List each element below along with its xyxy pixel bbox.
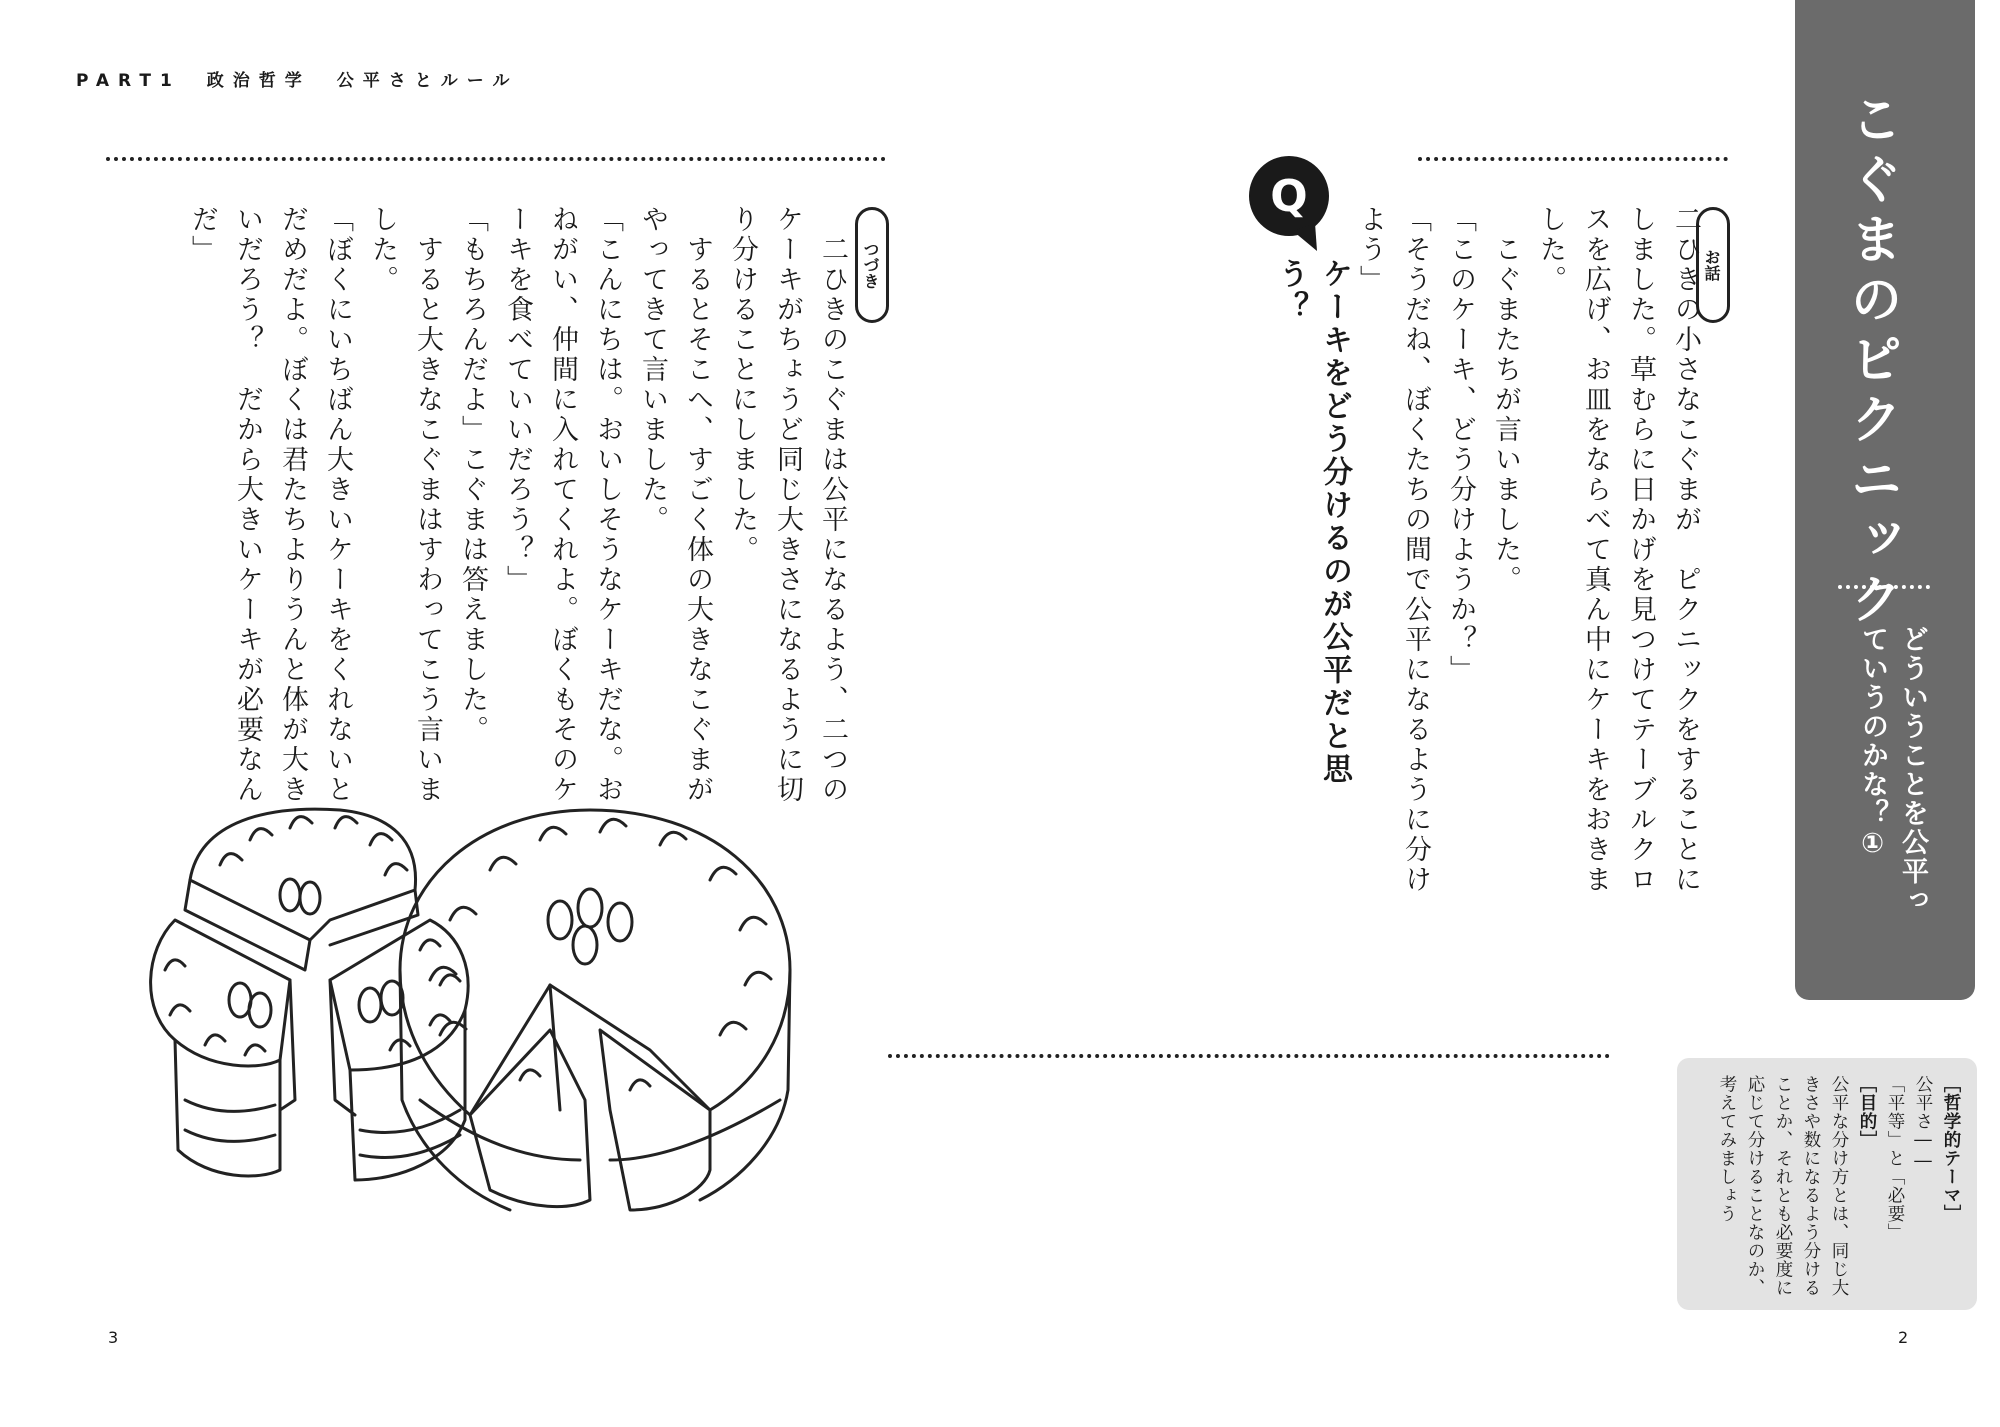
purpose-text: 公平な分け方とは、同じ大きさや数になるよう分けることか、それとも必要度に応じて分けることなのか、考えてみましょう (1717, 1075, 1849, 1297)
title-separator (1838, 585, 1930, 589)
continuation-badge: つづき (855, 207, 889, 323)
purpose-heading: ［目的］ (1857, 1075, 1877, 1149)
page-number-left: 3 (108, 1328, 119, 1347)
question-text: ケーキをどう分けるのが公平だと思う？ (1273, 258, 1352, 786)
story-badge: お話 (1696, 207, 1730, 323)
theme-heading: ［哲学的テーマ］ (1941, 1075, 1961, 1223)
continuation-text: 二ひきのこぐまは公平になるよう、二つのケーキがちょうど同じ大きさになるように切り分けることにしました。 するとそこへ、すごく体の大きなこぐまがやってきて言いました。 「こんにちは。おいしそうなケーキだな。おねがい、仲間に入れてくれよ。ぼくもそのケーキを食べていいだろう？」 「もちろんだよ」こぐまは答えました。 すると大きなこぐまはすわってこう言いました。 「ぼくにいちばん大きいケーキをくれないとだめだよ。ぼくは君たちよりうんと体が大きいだろう？ だから大きいケーキが必要なんだ」 (187, 205, 848, 805)
middle-rule (888, 1054, 1610, 1058)
page-title: こぐまのピクニック (1841, 92, 1901, 632)
three-piece-cake (151, 809, 468, 1180)
top-rule-left (106, 157, 886, 161)
theme-text (1690, 1075, 1965, 1300)
round-cake-with-slice (400, 810, 790, 1210)
q-speech-bubble-icon (1245, 153, 1335, 253)
cake-illustration (130, 770, 860, 1240)
theme-line2: 「平等」と「必要」 (1885, 1075, 1905, 1242)
page-number-right: 2 (1898, 1328, 1909, 1347)
top-rule-right (1418, 157, 1728, 161)
story-text: 二ひきの小さなこぐまが ピクニックをすることにしました。草むらに日かげを見つけてテーブルクロスを広げ、お皿をならべて真ん中にケーキをおきました。 こぐまたちが言いました。 「このケーキ、どう分けようか？」 「そうだね、ぼくたちの間で公平になるように分けよう」 (1355, 205, 1701, 895)
page-subtitle: どういうことを公平っていうのかな？① (1857, 625, 1928, 915)
q-letter: Q (1270, 171, 1308, 222)
theme-line1: 公平さ―― (1913, 1075, 1933, 1173)
part-header: PART1 政治哲学 公平さとルール (76, 71, 519, 91)
